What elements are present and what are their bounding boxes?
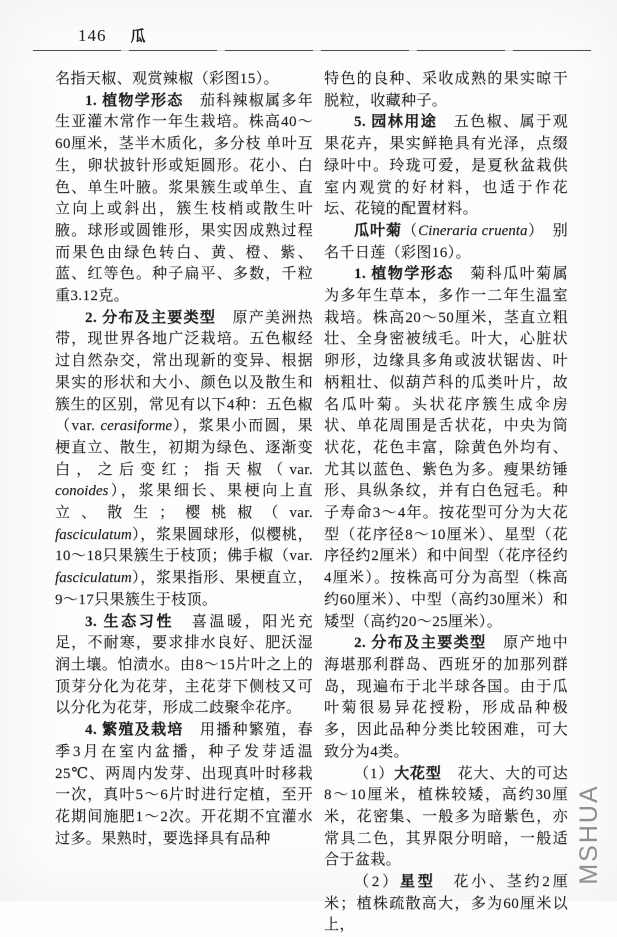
section-heading: 1. 植物学形态: [354, 266, 454, 283]
section-heading: 1. 植物学形态: [85, 92, 184, 109]
body-text: 花大、大的可达8～10厘米，植株较矮，高约30厘米，花密集、一般多为暗紫色，亦常具二色，其界限分明暗，一般适合于盆栽。: [324, 765, 568, 869]
paragraph: [55, 612, 313, 721]
body-text: ），浆果细长、果梗向上直立、散生；樱桃椒（var.: [55, 483, 313, 522]
paragraph: [55, 91, 313, 308]
section-heading: 瓜叶菊: [354, 222, 403, 239]
paragraph: [55, 308, 313, 612]
body-text: 用播种繁殖，春季3月在室内盆播，种子发芽适温25℃、两周内发芽、出现真叶时移栽一次，真叶5～6片时进行定植，至开花期间施肥1～2次。开花期不宜灌水过多。果熟时，要选择具有品种: [55, 722, 314, 847]
section-heading: 3. 生态习性: [85, 613, 175, 630]
body-text: （: [402, 222, 419, 239]
page-number: 146: [78, 26, 107, 45]
left-column: [55, 69, 313, 937]
body-text: 菊科瓜叶菊属为多年生草本，多作一二年生温室栽培。株高20～50厘米，茎直立粗壮、全身密被绒毛。叶大，心脏状卵形，边缘具多角或波状锯齿、叶柄粗壮、似葫芦科的瓜类叶片，故名瓜叶菊。头状花序簇生成伞房状、单花周围是舌状花，中央为筒状花，花色丰富，除黄色外均有、尤其以蓝色、紫色为多。瘦果纺锤形、具纵条纹，并有白色冠毛。种子寿命3～4年。按花型可分为大花型（花序径8～10厘米）、星型（花序径约2厘米）和中间型（花序径约4厘米）。按株高可分为高型（株高约60厘米）、中型（高约30厘米）和矮型（高约20～25厘米）。: [324, 266, 568, 630]
paragraph: [324, 112, 568, 221]
body-text: （2）: [354, 874, 400, 891]
body-text: ），浆果圆球形，似樱桃，10～18只果簇生于枝顶；佛手椒（var.: [55, 526, 313, 565]
body-text: ） 别名千日莲（彩图16）。: [324, 222, 569, 261]
section-heading: 4. 繁殖及栽培: [85, 722, 184, 739]
paragraph: [324, 221, 568, 264]
body-text: 喜温暖，阳光充足，不耐寒，要求排水良好、肥沃湿润土壤。怕渍水。由8～15片叶之上的顶芽分化为花芽，主花芽下侧枝又可以分化为花芽，形成二歧聚伞花序。: [55, 613, 313, 717]
paragraph: [55, 69, 313, 91]
running-head: 瓜: [130, 29, 146, 45]
section-heading: 星型: [399, 874, 436, 891]
section-heading: 2. 分布及主要类型: [354, 635, 487, 652]
section-heading: 大花型: [394, 765, 442, 782]
section-heading: 2. 分布及主要类型: [85, 309, 217, 326]
paragraph: [324, 264, 568, 633]
page-header: [78, 25, 146, 46]
text-columns: [55, 69, 568, 937]
paragraph: [324, 764, 568, 873]
body-text: 茄科辣椒属多年生亚灌木常作一年生栽培。株高40～60厘米，茎半木质化，多分枝 单叶互生，卵状披针形或矩圆形。花小、白色、单生叶腋。浆果簇生或单生、直立向上或斜出，簇生枝梢或散生叶腋。球形或圆锥形，果实因成熟过程而果色由绿色转白、黄、橙、紫、蓝、红等色。种子扁平、多数，千粒重3.12克。: [55, 92, 314, 305]
body-text: 特色的良种、采收成熟的果实晾干脱粒，收藏种子。: [324, 71, 568, 109]
paragraph: [55, 720, 313, 850]
body-text: conoides: [55, 483, 109, 500]
body-text: cerasiforme: [100, 418, 173, 435]
paragraph: [324, 633, 568, 763]
body-text: 五色椒、属于观果花卉，果实鲜艳具有光泽，点缀绿叶中。玲珑可爱，是夏秋盆栽供室内观赏的好材料，也适于作花坛、花镜的配置材料。: [324, 114, 568, 218]
body-text: 名指天椒、观赏辣椒（彩图15）。: [55, 71, 279, 87]
body-text: ），浆果指形、果梗直立，9～17只果簇生于枝顶。: [55, 570, 313, 608]
section-heading: 5. 园林用途: [354, 114, 438, 131]
body-text: ），浆果小而圆，果梗直立、散生，初期为绿色、逐渐变白，之后变红；指天椒（var.: [55, 418, 313, 478]
body-text: 原产地中海堪那利群岛、西班牙的加那列群岛，现遍布于北半球各国。由于瓜叶菊很易异花授粉，形成品种极多，因此品种分类比较困难，可大致分为4类。: [324, 635, 568, 760]
body-text: fasciculatum: [55, 570, 132, 587]
body-text: 花小、茎约2厘米；植株疏散高大，多为60厘米以上，: [324, 874, 569, 934]
body-text: （1）: [354, 765, 395, 782]
right-column: [324, 69, 568, 937]
paragraph: [324, 872, 568, 937]
watermark-text: MSHUA: [575, 784, 603, 885]
body-text: fasciculatum: [55, 526, 132, 543]
body-text: 原产美洲热带，现世界各地广泛栽培。五色椒经过自然杂交，常出现新的变异、根据果实的形状和大小、颜色以及散生和簇生的区别，常见有以下4种：五色椒（var.: [55, 309, 313, 435]
header-rule: [33, 50, 591, 51]
paragraph: [324, 69, 568, 112]
body-text: Cineraria cruenta: [418, 222, 528, 239]
